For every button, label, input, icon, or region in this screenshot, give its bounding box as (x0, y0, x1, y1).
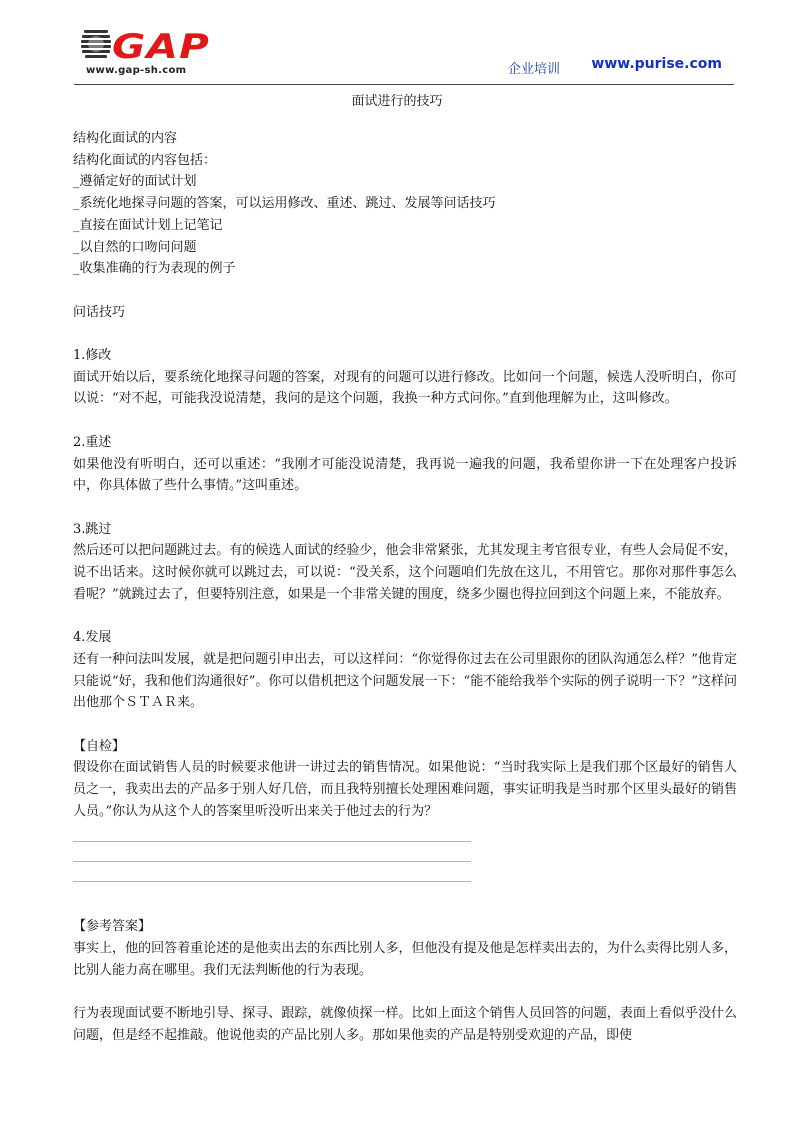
nav-training-link[interactable]: 企业培训 (507, 62, 560, 77)
list-item: _遵循定好的面试计划 (73, 174, 197, 190)
document-title: 面试进行的技巧 (351, 94, 443, 109)
self-check-body: 假设你在面试销售人员的时候要求他讲一讲过去的销售情况。如果他说：“当时我实际上是我们那个区最好的销售人员之一，我卖出去的产品多于别人好几倍，而且我特别擅长处理困难问题，事实证明我是当时那个区里头最好的销售人员。”你认为从这个人的答案里听没听出来关于他过去的行为？ (73, 760, 737, 819)
answer-line (73, 881, 471, 882)
answer-lines (73, 841, 737, 882)
answer-line (73, 861, 471, 862)
answer-body: 行为表现面试要不断地引导、探寻、跟踪，就像侦探一样。比如上面这个销售人员回答的问题，表面上看似乎没什么问题，但是经不起推敲。他说他卖的产品比别人多。那如果他卖的产品是特别受欢迎的产品，即使 (73, 1005, 737, 1043)
section-heading: 问话技巧 (73, 304, 126, 320)
technique-body: 面试开始以后，要系统化地探寻问题的答案，对现有的问题可以进行修改。比如问一个问题，候选人没听明白，你可以说：“对不起，可能我没说清楚，我问的是这个问题，我换一种方式问你。”直到他理解为止，这叫修改。 (73, 369, 737, 407)
technique-heading: 1.修改 (73, 348, 112, 363)
technique-heading: 2.重述 (73, 434, 112, 450)
list-item: _收集准确的行为表现的例子 (73, 261, 236, 277)
answer-body: 事实上，他的回答着重论述的是他卖出去的东西比别人多，但他没有提及他是怎样卖出去的，为什么卖得比别人多，比别人能力高在哪里。我们无法判断他的行为表现。 (73, 940, 737, 978)
technique-heading: 3.跳过 (73, 521, 112, 537)
self-check-heading: 【自检】 (73, 738, 126, 754)
document-body (73, 128, 737, 1046)
technique-heading: 4.发展 (73, 630, 112, 646)
section-intro: 结构化面试的内容包括： (73, 152, 217, 168)
page-header (74, 24, 734, 84)
list-item: _系统化地探寻问题的答案，可以运用修改、重述、跳过、发展等问话技巧 (73, 196, 496, 212)
answer-line (73, 841, 471, 842)
technique-body: 然后还可以把问题跳过去。有的候选人面试的经验少，他会非常紧张，尤其发现主考官很专业，有些人会局促不安，说不出话来。这时候你就可以跳过去，可以说：“没关系，这个问题咱们先放在这儿，不用管它。那你对那件事怎么看呢？”就跳过去了，但要特别注意，如果是一个非常关键的围度，绕多少圈也得拉回到这个问题上来，不能放弃。 (73, 543, 737, 602)
nav-site-link[interactable]: www.purise.com (591, 56, 722, 72)
header-divider (74, 84, 734, 85)
list-item: _以自然的口吻问问题 (73, 239, 197, 255)
gap-logo (78, 24, 218, 80)
technique-body: 还有一种问法叫发展，就是把问题引申出去，可以这样问：“你觉得你过去在公司里跟你的团队沟通怎么样？”他肯定只能说“好，我和他们沟通很好”。你可以借机把这个问题发展一下：“能不能给我举个实际的例子说明一下？”这样问出他那个ＳＴＡＲ来。 (73, 651, 737, 711)
answer-heading: 【参考答案】 (73, 919, 152, 935)
technique-body: 如果他没有听明白，还可以重述：“我刚才可能没说清楚，我再说一遍我的问题，我希望你讲一下在处理客户投诉中，你具体做了些什么事情。”这叫重述。 (73, 456, 737, 494)
gap-globe-icon (78, 24, 218, 66)
logo-url: www.gap-sh.com (86, 65, 187, 76)
section-heading: 结构化面试的内容 (73, 131, 178, 146)
logo-wordmark: GAP (112, 27, 210, 66)
list-item: _直接在面试计划上记笔记 (73, 217, 223, 233)
